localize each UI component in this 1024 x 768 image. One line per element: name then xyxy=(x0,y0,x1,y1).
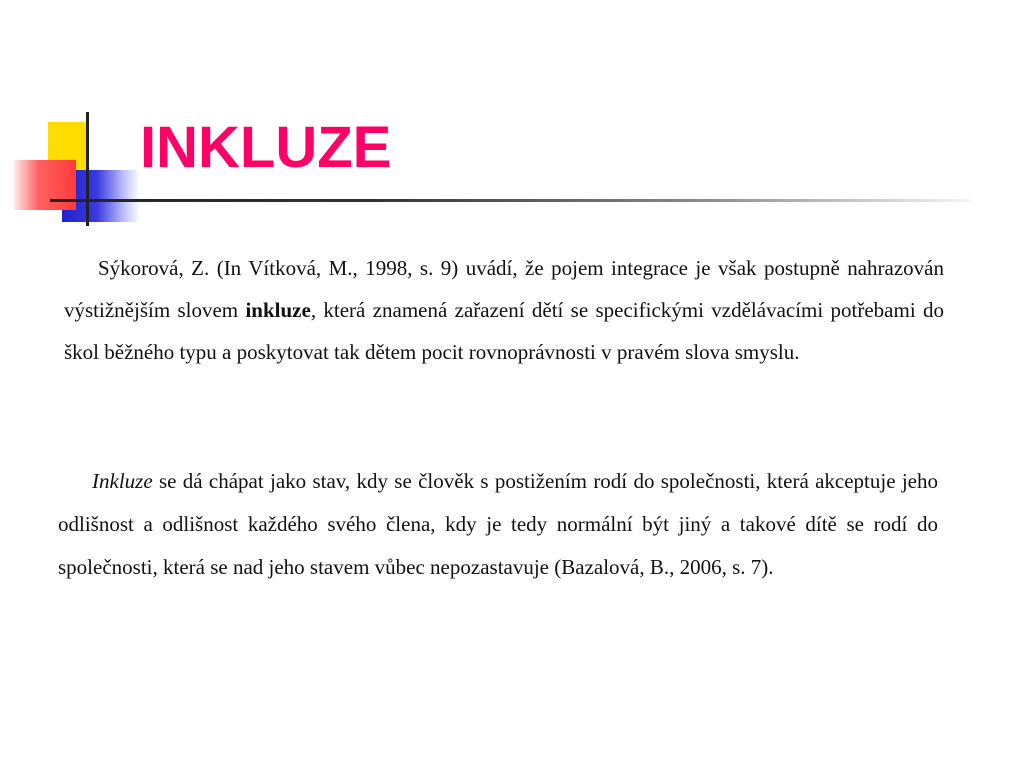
paragraph-1-text-before: Sýkorová, Z. (In Vítková, M., 1998, s. 9) uvádí, že pojem integrace je však postupně nahrazován výstižnějším slovem xyxy=(64,256,944,322)
paragraph-1-bold-term: inkluze xyxy=(245,298,311,322)
paragraph-2 xyxy=(58,460,938,589)
slide-logo-decoration xyxy=(0,0,150,240)
paragraph-1 xyxy=(64,247,944,373)
paragraph-2-italic-term: Inkluze xyxy=(92,469,153,493)
vertical-rule-decoration xyxy=(86,112,89,226)
slide-title: INKLUZE xyxy=(140,115,392,180)
paragraph-1-text-after: , která znamená zařazení dětí se specifickými vzdělávacími potřebami do škol běžného typu a poskytovat tak dětem pocit rovnoprávnosti v pravém slova smyslu. xyxy=(64,298,944,364)
red-square-decoration xyxy=(14,160,76,210)
title-underline-rule xyxy=(50,199,970,202)
paragraph-2-text: se dá chápat jako stav, kdy se člověk s postižením rodí do společnosti, která akceptuje jeho odlišnost a odlišnost každého svého člena, kdy je tedy normální být jiný a takové dítě se rodí do společnosti, která se nad jeho stavem vůbec nepozastavuje (Bazalová, B., 2006, s. 7). xyxy=(58,469,938,579)
